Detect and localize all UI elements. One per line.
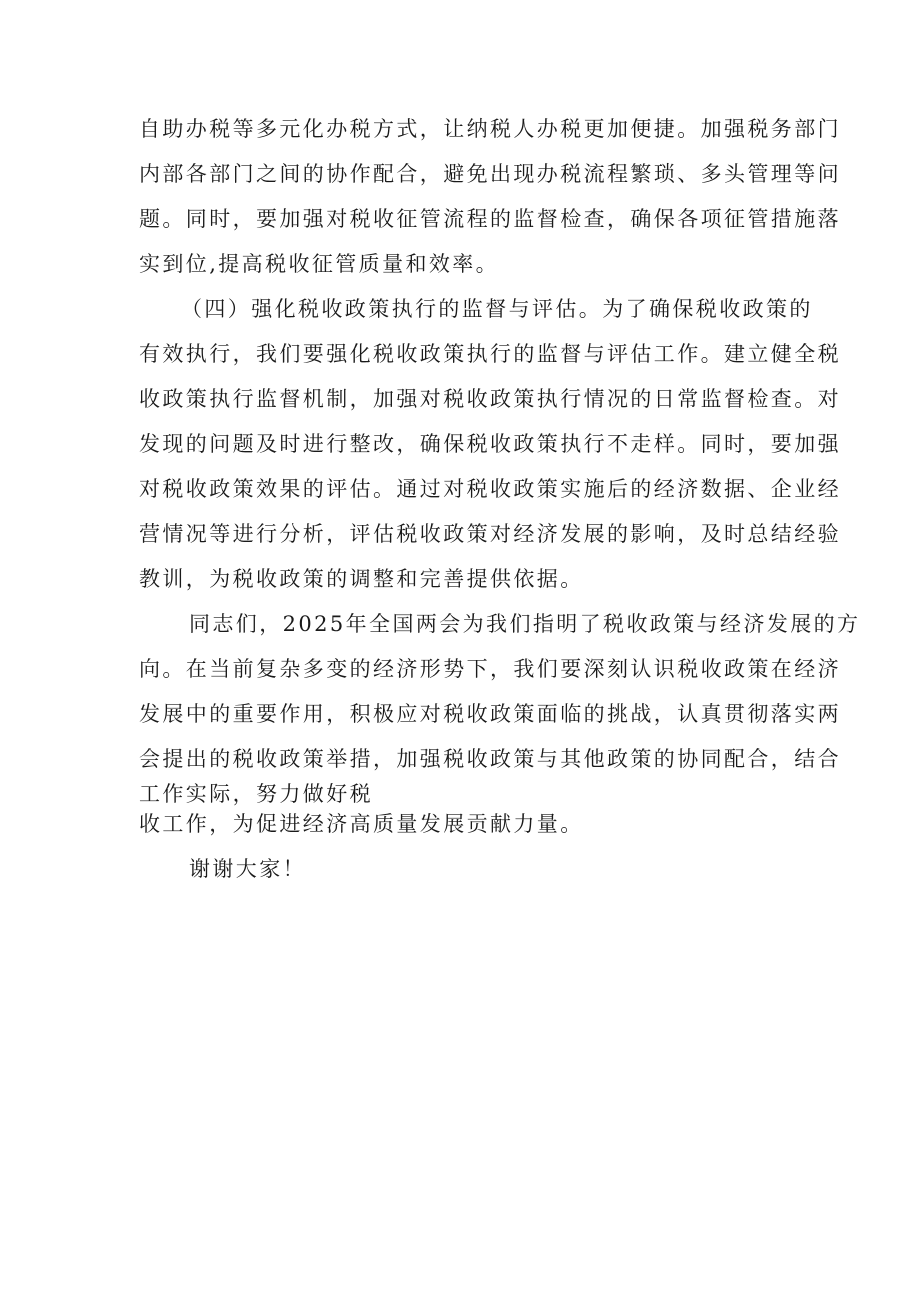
- text-line: 同志们，2025年全国两会为我们指明了税收政策与经济发展的方: [189, 612, 861, 636]
- text-line: 自助办税等多元化办税方式，让纳税人办税更加便捷。加强税务部门: [139, 117, 841, 141]
- text-line: 对税收政策效果的评估。通过对税收政策实施后的经济数据、企业经: [139, 477, 841, 501]
- text-line: 向。在当前复杂多变的经济形势下，我们要深刻认识税收政策在经济: [139, 657, 841, 681]
- text-line: 题。同时，要加强对税收征管流程的监督检查，确保各项征管措施落: [139, 207, 841, 231]
- text-line: 教训，为税收政策的调整和完善提供依据。: [139, 567, 584, 591]
- text-line: 收政策执行监督机制，加强对税收政策执行情况的日常监督检查。对: [139, 387, 841, 411]
- text-line: （四）强化税收政策执行的监督与评估。为了确保税收政策的: [181, 297, 813, 321]
- text-line: 收工作，为促进经济高质量发展贡献力量。: [139, 812, 584, 836]
- text-line: 有效执行，我们要强化税收政策执行的监督与评估工作。建立健全税: [139, 342, 841, 366]
- text-line: 工作实际，努力做好税: [139, 782, 373, 806]
- text-line: 实到位,提高税收征管质量和效率。: [139, 252, 500, 276]
- text-line: 内部各部门之间的协作配合，避免出现办税流程繁琐、多头管理等问: [139, 162, 841, 186]
- text-line: 发现的问题及时进行整改，确保税收政策执行不走样。同时，要加强: [139, 432, 841, 456]
- text-line: 营情况等进行分析，评估税收政策对经济发展的影响，及时总结经验: [139, 522, 841, 546]
- text-line: 会提出的税收政策举措，加强税收政策与其他政策的协同配合，结合: [139, 747, 841, 771]
- closing-line: 谢谢大家！: [189, 857, 306, 881]
- text-line: 发展中的重要作用，积极应对税收政策面临的挑战，认真贯彻落实两: [139, 702, 841, 726]
